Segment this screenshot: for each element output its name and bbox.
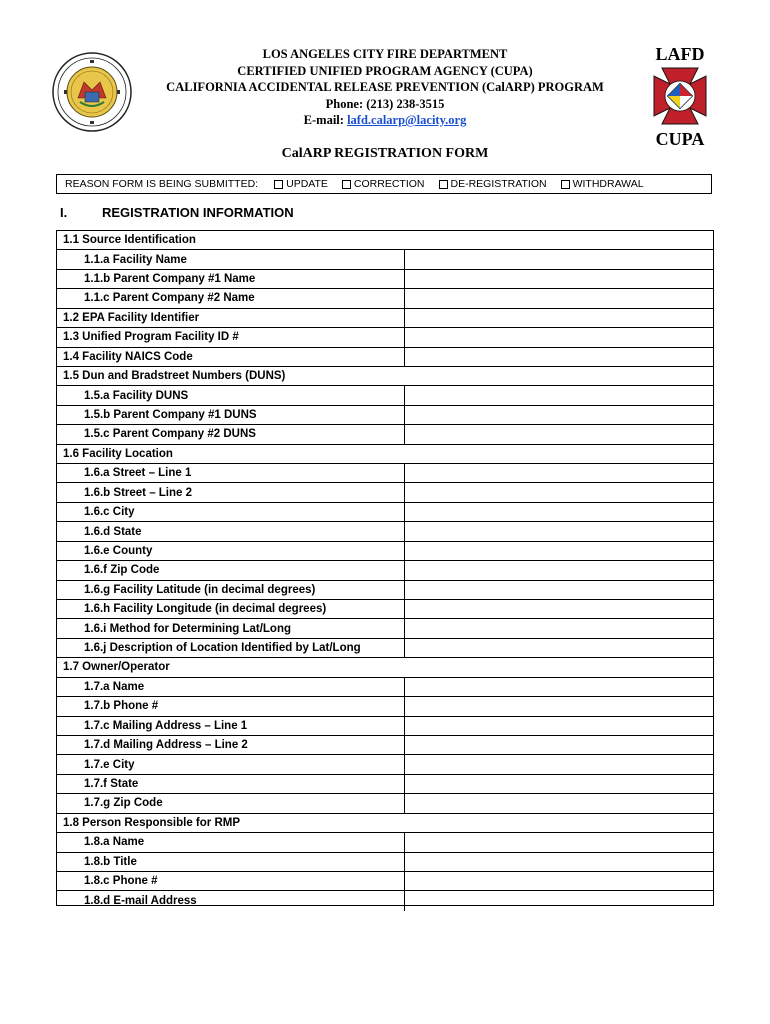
logo-bottom-text: CUPA	[655, 129, 705, 149]
table-row	[57, 755, 713, 774]
row-input-field[interactable]	[404, 328, 713, 346]
row-label: 1.3 Unified Program Facility ID #	[63, 331, 239, 344]
row-label: 1.8 Person Responsible for RMP	[63, 816, 241, 829]
registration-table	[56, 230, 714, 906]
table-row	[57, 250, 713, 269]
row-label: 1.1.b Parent Company #1 Name	[84, 273, 256, 286]
section-number: I.	[60, 205, 68, 220]
table-row	[57, 464, 713, 483]
header-email-line	[0, 112, 770, 129]
table-row	[57, 328, 713, 347]
table-row	[57, 289, 713, 308]
row-label: 1.6.d State	[84, 525, 142, 538]
table-row	[57, 483, 713, 502]
row-input-field[interactable]	[404, 386, 713, 404]
header-line-3: CALIFORNIA ACCIDENTAL RELEASE PREVENTION (CalARP) PROGRAM	[166, 80, 604, 94]
table-row	[57, 406, 713, 425]
table-row	[57, 736, 713, 755]
row-input-field[interactable]	[404, 289, 713, 307]
row-label: 1.8.c Phone #	[84, 875, 158, 888]
row-input-field[interactable]	[404, 270, 713, 288]
row-label: 1.6 Facility Location	[63, 447, 173, 460]
table-row	[57, 386, 713, 405]
row-spacer	[404, 658, 713, 676]
row-label: 1.8.d E-mail Address	[84, 895, 197, 908]
row-label: 1.1.c Parent Company #2 Name	[84, 292, 255, 305]
checkbox-icon[interactable]	[561, 180, 570, 189]
row-label: 1.5 Dun and Bradstreet Numbers (DUNS)	[63, 370, 286, 383]
reason-option-deregistration[interactable]	[439, 178, 547, 190]
row-label: 1.6.b Street – Line 2	[84, 486, 193, 499]
row-label: 1.7.d Mailing Address – Line 2	[84, 739, 248, 752]
table-row	[57, 581, 713, 600]
reason-option-withdrawal[interactable]	[561, 178, 644, 190]
row-input-field[interactable]	[404, 561, 713, 579]
row-label: 1.6.c City	[84, 506, 135, 519]
table-row	[57, 522, 713, 541]
row-input-field[interactable]	[404, 425, 713, 443]
row-input-field[interactable]	[404, 678, 713, 696]
email-link[interactable]: lafd.calarp@lacity.org	[347, 113, 467, 127]
table-row	[57, 561, 713, 580]
row-label: 1.1.a Facility Name	[84, 253, 187, 266]
row-input-field[interactable]	[404, 794, 713, 812]
row-input-field[interactable]	[404, 755, 713, 773]
header-line-2: CERTIFIED UNIFIED PROGRAM AGENCY (CUPA)	[237, 63, 533, 78]
table-row	[57, 697, 713, 716]
row-label: 1.1 Source Identification	[63, 234, 196, 247]
row-label: 1.6.e County	[84, 544, 153, 557]
table-row	[57, 231, 713, 250]
row-label: 1.6.g Facility Latitude (in decimal degrees)	[84, 583, 316, 596]
option-label: WITHDRAWAL	[572, 178, 644, 190]
row-input-field[interactable]	[404, 348, 713, 366]
table-row	[57, 814, 713, 833]
table-row	[57, 794, 713, 813]
row-label: 1.7.f State	[84, 778, 139, 791]
row-label: 1.6.i Method for Determining Lat/Long	[84, 622, 291, 635]
row-label: 1.5.a Facility DUNS	[84, 389, 189, 402]
header-phone: Phone: (213) 238-3515	[325, 96, 445, 111]
table-row	[57, 309, 713, 328]
row-label: 1.7.b Phone #	[84, 700, 159, 713]
table-row	[57, 503, 713, 522]
row-spacer	[404, 231, 713, 249]
row-label: 1.6.f Zip Code	[84, 564, 160, 577]
row-input-field[interactable]	[404, 717, 713, 735]
row-input-field[interactable]	[404, 872, 713, 890]
row-label: 1.6.a Street – Line 1	[84, 467, 192, 480]
row-label: 1.7 Owner/Operator	[63, 661, 170, 674]
row-label: 1.5.c Parent Company #2 DUNS	[84, 428, 256, 441]
row-label: 1.6.j Description of Location Identified by Lat/Long	[84, 642, 361, 655]
row-label: 1.7.g Zip Code	[84, 797, 163, 810]
row-input-field[interactable]	[404, 697, 713, 715]
checkbox-icon[interactable]	[274, 180, 283, 189]
table-row	[57, 367, 713, 386]
row-label: 1.4 Facility NAICS Code	[63, 350, 193, 363]
row-label: 1.8.a Name	[84, 836, 145, 849]
table-row	[57, 445, 713, 464]
row-input-field[interactable]	[404, 600, 713, 618]
checkbox-icon[interactable]	[439, 180, 448, 189]
table-row	[57, 425, 713, 444]
logo-top-text: LAFD	[655, 44, 705, 64]
option-label: DE-REGISTRATION	[450, 178, 547, 190]
table-row	[57, 872, 713, 891]
form-title: CalARP REGISTRATION FORM	[281, 146, 489, 161]
row-input-field[interactable]	[404, 542, 713, 560]
option-label: CORRECTION	[353, 178, 425, 190]
row-input-field[interactable]	[404, 833, 713, 851]
reason-option-correction[interactable]	[342, 178, 425, 190]
agency-header	[0, 46, 770, 129]
row-input-field[interactable]	[404, 406, 713, 424]
row-input-field[interactable]	[404, 853, 713, 871]
table-row	[57, 658, 713, 677]
section-title: REGISTRATION INFORMATION	[102, 205, 294, 220]
row-input-field[interactable]	[404, 309, 713, 327]
row-input-field[interactable]	[404, 891, 713, 910]
reason-bar	[56, 174, 712, 194]
table-row	[57, 619, 713, 638]
table-row	[57, 639, 713, 658]
row-input-field[interactable]	[404, 581, 713, 599]
table-row	[57, 853, 713, 872]
table-row	[57, 678, 713, 697]
row-spacer	[404, 445, 713, 463]
row-input-field[interactable]	[404, 250, 713, 268]
reason-option-update[interactable]	[274, 178, 328, 190]
table-row	[57, 833, 713, 852]
table-row	[57, 270, 713, 289]
table-row	[57, 542, 713, 561]
row-spacer	[404, 814, 713, 832]
header-line-1: LOS ANGELES CITY FIRE DEPARTMENT	[262, 47, 508, 61]
table-row	[57, 348, 713, 367]
reason-label: REASON FORM IS BEING SUBMITTED:	[65, 178, 259, 190]
row-label: 1.2 EPA Facility Identifier	[63, 311, 200, 324]
row-label: 1.6.h Facility Longitude (in decimal degrees)	[84, 603, 327, 616]
row-input-field[interactable]	[404, 775, 713, 793]
table-row	[57, 600, 713, 619]
row-input-field[interactable]	[404, 619, 713, 637]
row-label: 1.7.c Mailing Address – Line 1	[84, 719, 248, 732]
row-input-field[interactable]	[404, 736, 713, 754]
row-spacer	[404, 367, 713, 385]
row-input-field[interactable]	[404, 503, 713, 521]
row-label: 1.8.b Title	[84, 855, 137, 868]
table-row	[57, 717, 713, 736]
email-label: E-mail:	[303, 113, 348, 127]
section-heading	[60, 205, 294, 220]
row-input-field[interactable]	[404, 639, 713, 657]
row-label: 1.5.b Parent Company #1 DUNS	[84, 409, 257, 421]
row-label: 1.7.a Name	[84, 680, 145, 693]
row-input-field[interactable]	[404, 483, 713, 501]
option-label: UPDATE	[286, 178, 328, 190]
table-row	[57, 891, 713, 910]
row-input-field[interactable]	[404, 522, 713, 540]
row-label: 1.7.e City	[84, 758, 135, 771]
table-row	[57, 775, 713, 794]
row-input-field[interactable]	[404, 464, 713, 482]
checkbox-icon[interactable]	[342, 180, 351, 189]
